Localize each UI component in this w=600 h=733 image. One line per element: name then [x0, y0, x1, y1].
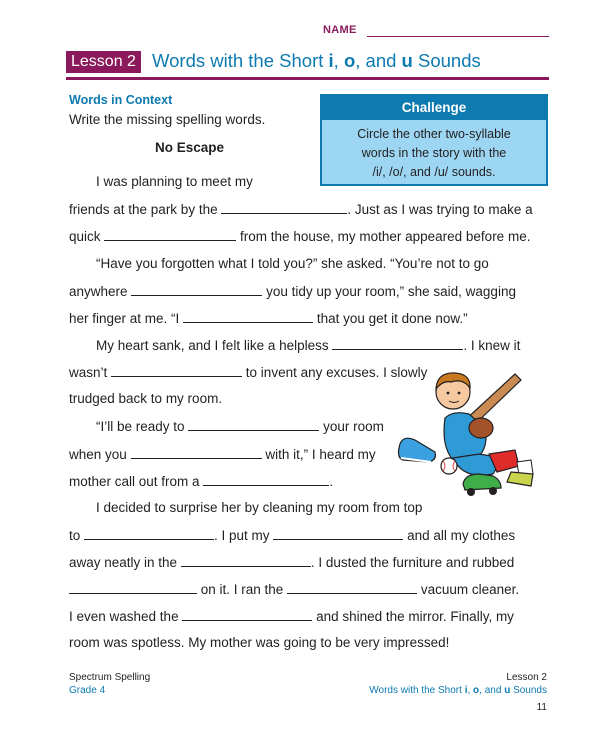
lesson-badge: Lesson 2	[66, 51, 141, 73]
story-line: room was spotless. My mother was going to be very impressed!	[69, 635, 450, 650]
answer-blank[interactable]	[84, 527, 214, 540]
story-line: when you with it,” I heard my	[69, 447, 376, 462]
answer-blank[interactable]	[181, 554, 311, 567]
story-line: friends at the park by the . Just as I was trying to make a	[69, 202, 533, 217]
footer-book-title: Spectrum Spelling	[69, 672, 151, 683]
story-line: mother call out from a .	[69, 474, 334, 489]
story-line: I even washed the and shined the mirror. Finally, my	[69, 609, 514, 624]
story-line: on it. I ran the vacuum cleaner.	[69, 581, 519, 597]
page-number: 11	[536, 702, 547, 713]
footer-lesson-title: Words with the Short i, o, and u Sounds	[369, 685, 547, 696]
story-title: No Escape	[155, 140, 225, 155]
section-heading: Words in Context	[69, 93, 173, 107]
story-line: her finger at me. “I that you get it done now.”	[69, 311, 468, 326]
challenge-text: Circle the other two-syllable words in the story with the /i/, /o/, and /u/ sounds.	[357, 127, 511, 179]
header-divider	[66, 77, 549, 80]
boy-illustration	[393, 362, 553, 502]
story-line: away neatly in the . I dusted the furniture and rubbed	[69, 555, 515, 570]
challenge-heading: Challenge	[322, 96, 546, 120]
answer-blank[interactable]	[131, 283, 262, 296]
answer-blank[interactable]	[221, 201, 347, 214]
instruction-text: Write the missing spelling words.	[69, 112, 266, 127]
answer-blank[interactable]	[131, 446, 262, 459]
answer-blank[interactable]	[104, 228, 236, 241]
story-line: to . I put my and all my clothes	[69, 528, 516, 543]
story-line: My heart sank, and I felt like a helpless . I knew it	[96, 338, 521, 353]
answer-blank[interactable]	[273, 527, 403, 540]
name-field[interactable]	[367, 36, 549, 37]
answer-blank[interactable]	[182, 608, 312, 621]
footer-lesson: Lesson 2	[506, 672, 547, 683]
story-line: wasn’t to invent any excuses. I slowly	[69, 365, 428, 380]
story-line: I decided to surprise her by cleaning my room from top	[96, 500, 423, 515]
story-line: quick from the house, my mother appeared before me.	[69, 229, 531, 244]
story-line: “Have you forgotten what I told you?” she asked. “You’re not to go	[96, 256, 489, 271]
answer-blank[interactable]	[188, 418, 319, 431]
answer-blank[interactable]	[69, 581, 197, 594]
answer-blank[interactable]	[332, 337, 463, 350]
answer-blank[interactable]	[287, 581, 417, 594]
answer-blank[interactable]	[183, 310, 313, 323]
answer-blank[interactable]	[203, 473, 329, 486]
story-line: “I’ll be ready to your room	[96, 419, 384, 434]
footer-grade: Grade 4	[69, 685, 106, 696]
lesson-title: Words with the Short i, o, and u Sounds	[152, 50, 481, 71]
answer-blank[interactable]	[111, 364, 242, 377]
name-label: NAME	[323, 24, 357, 36]
story-line: trudged back to my room.	[69, 391, 223, 406]
story-line: anywhere you tidy up your room,” she said, wagging	[69, 284, 516, 299]
challenge-box	[320, 94, 548, 186]
story-line: I was planning to meet my	[96, 174, 253, 189]
